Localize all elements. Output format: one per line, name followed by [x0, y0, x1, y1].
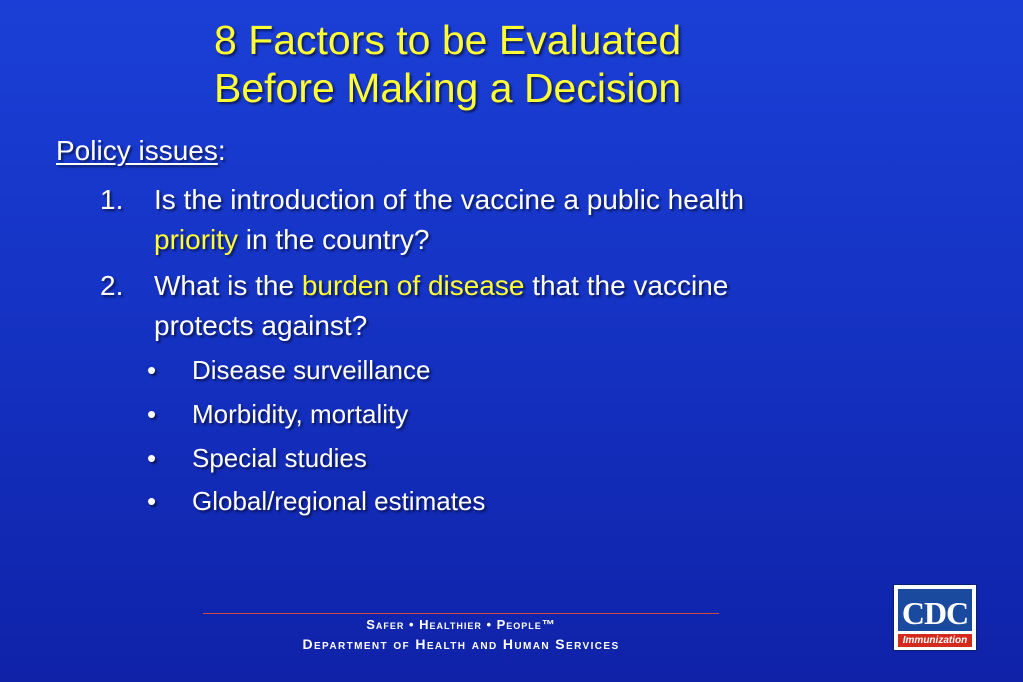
bullet-text: Morbidity, mortality [192, 399, 409, 429]
bullet-dot: • [147, 486, 157, 516]
title-line-1: 8 Factors to be Evaluated [214, 17, 682, 63]
bullet-text: Global/regional estimates [192, 486, 486, 516]
slide-title [214, 16, 681, 112]
footer-divider [203, 613, 719, 614]
highlight-priority: priority [154, 224, 239, 255]
cdc-logo-text: CDC [901, 595, 969, 631]
bullet-dot: • [147, 443, 157, 473]
footer-tagline: Safer • Healthier • People™ [366, 617, 556, 632]
bullet-dot: • [147, 355, 157, 385]
item-line-1: Is the introduction of the vaccine a public health [154, 184, 744, 215]
item-text [154, 266, 874, 346]
item-line-1 [154, 266, 874, 306]
highlight-burden: burden of disease [301, 270, 525, 301]
item-line-2-rest: in the country? [238, 224, 430, 255]
heading-text: Policy issues [56, 135, 218, 166]
item-number: 1. [100, 184, 124, 215]
cdc-logo [893, 584, 977, 651]
bullet-dot: • [147, 399, 157, 429]
item-line-1-end: that the vaccine [524, 270, 729, 301]
section-heading [56, 135, 226, 167]
cdc-logo-box [898, 589, 972, 631]
item-line-2 [154, 220, 874, 260]
heading-colon: : [217, 135, 226, 166]
title-line-2: Before Making a Decision [214, 65, 682, 111]
bullet-text: Disease surveillance [192, 355, 431, 385]
item-text [154, 180, 874, 260]
cdc-logo-subtext: Immunization [898, 634, 972, 647]
item-number: 2. [100, 270, 124, 301]
bullet-text: Special studies [192, 443, 367, 473]
footer-department: Department of Health and Human Services [302, 636, 620, 652]
item-line-2: protects against? [154, 310, 368, 341]
item-line-1-start: What is the [154, 270, 302, 301]
